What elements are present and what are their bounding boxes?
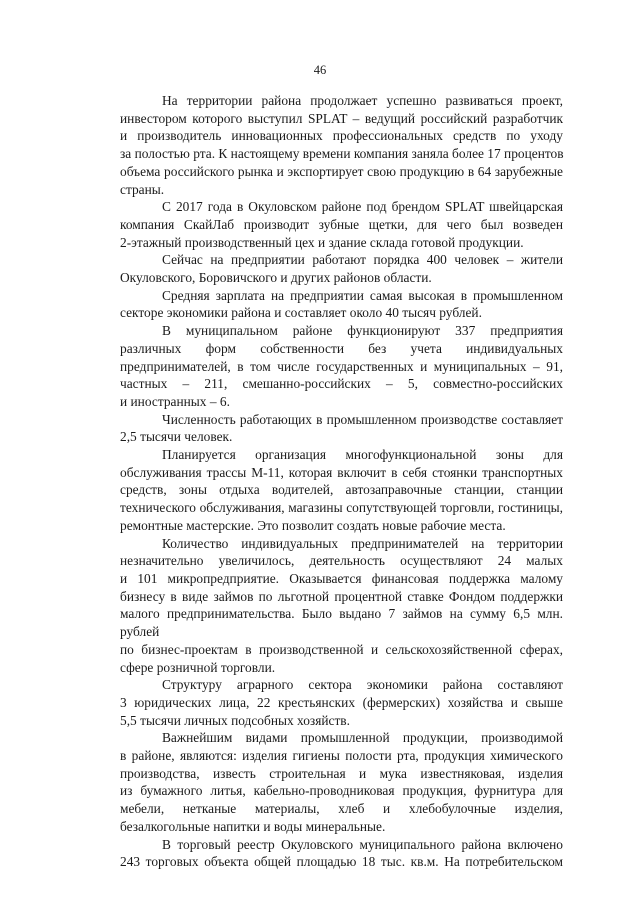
text-line: различных форм собственности без учета индивидуальных [120, 340, 563, 356]
paragraph [120, 535, 563, 641]
text-line: незначительно увеличилось, деятельность осуществляют 24 малых [120, 553, 563, 569]
text-line: ремонтные мастерские. Это позволит создать новые рабочие места. [120, 517, 506, 533]
text-line: сфере розничной торговли. [120, 659, 276, 675]
text-line: мебели, нетканые материалы, хлеб и хлебобулочные изделия, [120, 801, 563, 817]
text-line: и 101 микропредприятие. Оказывается финансовая поддержка малому [120, 570, 563, 586]
text-line: рублей [120, 624, 160, 640]
paragraph [120, 322, 563, 411]
text-line: В торговый реестр Окуловского муниципального района включено [162, 836, 563, 852]
text-line: Средняя зарплата на предприятии самая высокая в промышленном [162, 287, 563, 303]
text-line: предпринимателей, в том числе государственных и муниципальных – 91, [120, 358, 563, 374]
text-line: за полостью рта. К настоящему времени компания заняла более 17 процентов [120, 146, 564, 162]
text-line: и иностранных – 6. [120, 393, 230, 409]
paragraph [120, 251, 563, 286]
paragraph [120, 641, 563, 676]
text-line: Окуловского, Боровичского и других районов области. [120, 270, 432, 286]
text-line: обслуживания трассы М-11, которая включит в себя стоянки транспортных [120, 464, 563, 480]
text-line: Количество индивидуальных предпринимателей на территории [162, 535, 563, 551]
text-line: и производитель инновационных профессиональных средств по уходу [120, 128, 563, 144]
text-line: Важнейшим видами промышленной продукции, производимой [162, 730, 563, 746]
text-line: На территории района продолжает успешно развиваться проект, [162, 93, 563, 108]
paragraph [120, 676, 563, 729]
text-line: частных – 211, смешанно-российских – 5, совместно-российских [120, 376, 563, 392]
text-line: Структуру аграрного сектора экономики района составляют [162, 677, 563, 693]
text-line: 243 торговых объекта общей площадью 18 тыс. кв.м. На потребительском [120, 854, 563, 870]
text-line: в районе, являются: изделия гигиены полости рта, продукция химического [120, 748, 563, 764]
text-line: В муниципальном районе функционируют 337 предприятия [162, 323, 563, 339]
text-line: безалкогольные напитки и воды минеральные. [120, 818, 386, 834]
text-line: Планируется организация многофункциональной зоны для [162, 447, 563, 463]
paragraph [120, 92, 563, 198]
text-line: 5,5 тысячи личных подсобных хозяйств. [120, 712, 350, 728]
text-line: секторе экономики района и составляет около 40 тысяч рублей. [120, 305, 482, 321]
text-line: бизнесу в виде займов по льготной процентной ставке Фондом поддержки [120, 588, 563, 604]
paragraph [120, 836, 563, 871]
paragraph [120, 198, 563, 251]
text-line: по бизнес-проектам в производственной и сельскохозяйственной сферах, [120, 641, 563, 657]
text-line: С 2017 года в Окуловском районе под брендом SPLAT швейцарская [162, 199, 563, 215]
text-line: средств, зоны отдыха водителей, автозаправочные станции, станции [120, 482, 563, 498]
paragraph [120, 287, 563, 322]
text-line: малого предпринимательства. Было выдано 7 займов на сумму 6,5 млн. [120, 606, 563, 622]
text-line: компания СкайЛаб производит зубные щетки, для чего был возведен [120, 216, 563, 232]
page-number: 46 [313, 63, 327, 77]
document-body [120, 92, 563, 871]
text-line: производства, известь строительная и мука известняковая, изделия [120, 765, 563, 781]
text-line: страны. [120, 181, 165, 197]
text-line: Сейчас на предприятии работают порядка 400 человек – жители [162, 252, 563, 268]
text-line: Численность работающих в промышленном производстве составляет [162, 411, 563, 427]
paragraph [120, 411, 563, 446]
text-line: инвестором которого выступил SPLAT – ведущий российский разработчик [120, 110, 563, 126]
text-line: технического обслуживания, магазины сопутствующей торговли, гостиницы, [120, 500, 563, 516]
paragraph [120, 729, 563, 835]
text-line: из бумажного литья, кабельно-проводниковая продукция, фурнитура для [120, 783, 563, 799]
paragraph [120, 446, 563, 535]
text-line: 2,5 тысячи человек. [120, 429, 233, 445]
text-line: 2-этажный производственный цех и здание склада готовой продукции. [120, 234, 524, 250]
text-line: объема российского рынка и экспортирует свою продукцию в 64 зарубежные [120, 163, 563, 179]
text-line: 3 юридических лица, 22 крестьянских (фермерских) хозяйства и свыше [120, 694, 563, 710]
